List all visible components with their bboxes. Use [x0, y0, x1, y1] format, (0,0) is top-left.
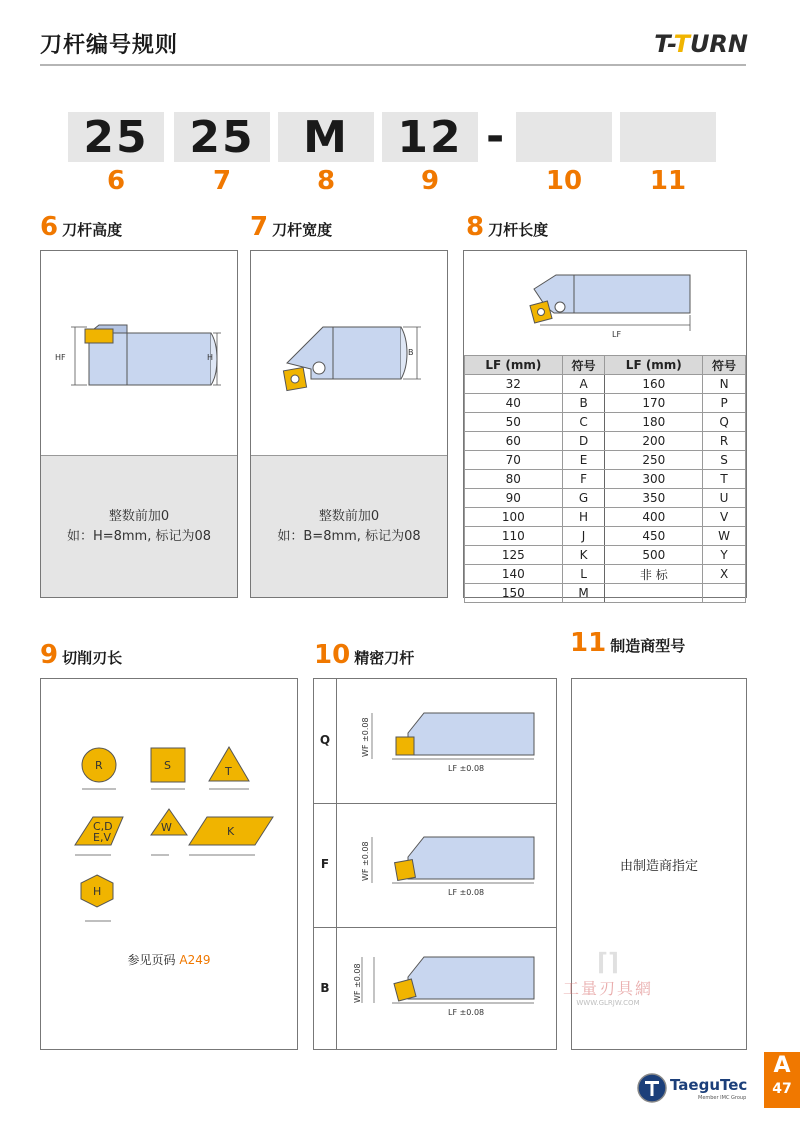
table-cell: G: [562, 489, 605, 508]
code-box-8: M: [278, 112, 374, 162]
company-logo: [636, 1072, 756, 1108]
table-row: [465, 527, 746, 546]
table-cell: T: [703, 470, 746, 489]
section-11-number: 11: [570, 628, 607, 658]
precision-q-diagram: [361, 713, 534, 773]
dim-label-b: B: [408, 348, 414, 357]
header-divider: [40, 64, 746, 66]
table-cell: 80: [465, 470, 563, 489]
brand-logo: [654, 30, 748, 58]
watermark-logo-icon: ⌈⌉: [597, 948, 619, 976]
section-6-note-line1: 整数前加0: [108, 508, 170, 524]
section-11-heading: [570, 628, 685, 658]
section-6-note: [41, 455, 237, 597]
brand-prefix: T-: [654, 30, 674, 58]
table-cell: 200: [605, 432, 703, 451]
manufacturer-note: 由制造商指定: [619, 859, 698, 874]
wf-tolerance-label: WF ±0.08: [353, 963, 362, 1003]
position-number-11: 11: [649, 166, 687, 196]
table-cell: S: [703, 451, 746, 470]
section-8-heading: [466, 212, 548, 242]
lf-tolerance-label: LF ±0.08: [448, 888, 485, 897]
table-cell: U: [703, 489, 746, 508]
table-row: [465, 546, 746, 565]
precision-holder-diagrams: [338, 679, 556, 1049]
code-box-7: 25: [174, 112, 270, 162]
table-cell: 400: [605, 508, 703, 527]
table-cell: [605, 584, 703, 603]
section-6-note-line2: 如：H=8mm, 标记为08: [66, 528, 212, 544]
table-cell: 160: [605, 375, 703, 394]
section-7-note: [251, 455, 447, 597]
table-row: [465, 508, 746, 527]
table-cell: 60: [465, 432, 563, 451]
table-cell: N: [703, 375, 746, 394]
section-10-number: 10: [314, 640, 351, 670]
table-cell: E: [562, 451, 605, 470]
table-cell: H: [562, 508, 605, 527]
table-cell: A: [562, 375, 605, 394]
position-number-6: 6: [106, 166, 126, 196]
table-row: [465, 584, 746, 603]
column-header: LF (mm): [465, 356, 563, 375]
section-7-note-line2: 如：B=8mm, 标记为08: [277, 528, 421, 544]
table-cell: 40: [465, 394, 563, 413]
code-dash: -: [486, 111, 505, 162]
precision-b-diagram: [353, 957, 534, 1017]
brand-suffix: URN: [689, 30, 748, 58]
table-cell: 50: [465, 413, 563, 432]
section-8-number: 8: [466, 212, 485, 242]
code-box-6: 25: [68, 112, 164, 162]
taegutec-logo-icon: [636, 1072, 668, 1104]
section-tab-letter: A: [773, 1053, 791, 1078]
section-8-panel: [463, 250, 747, 598]
table-row: [465, 375, 746, 394]
section-7-title: 刀杆宽度: [272, 221, 333, 239]
dim-label-hf: HF: [55, 353, 66, 362]
precision-code-b: B: [320, 981, 330, 995]
wf-tolerance-label: WF ±0.08: [361, 717, 370, 757]
section-11-title: 制造商型号: [610, 637, 686, 655]
table-cell: V: [703, 508, 746, 527]
section-7-number: 7: [250, 212, 269, 242]
table-row: [465, 394, 746, 413]
table-row: [465, 451, 746, 470]
table-cell: J: [562, 527, 605, 546]
table-cell: R: [703, 432, 746, 451]
precision-code-q: Q: [319, 733, 331, 747]
section-10-panel: [313, 678, 557, 1050]
dim-label-lf: LF: [612, 330, 622, 339]
lf-tolerance-label: LF ±0.08: [448, 1008, 485, 1017]
table-cell: 非 标: [605, 565, 703, 584]
page-title: 刀杆编号规则: [40, 33, 179, 58]
table-cell: 100: [465, 508, 563, 527]
table-cell: 70: [465, 451, 563, 470]
table-cell: 110: [465, 527, 563, 546]
reference-page-link[interactable]: A249: [179, 953, 211, 967]
position-number-8: 8: [316, 166, 336, 196]
table-cell: Q: [703, 413, 746, 432]
position-number-7: 7: [212, 166, 232, 196]
table-cell: P: [703, 394, 746, 413]
code-box-11: [620, 112, 716, 162]
table-row: [465, 489, 746, 508]
section-9-heading: [40, 640, 122, 670]
company-subtitle: Member IMC Group: [698, 1095, 747, 1101]
lf-tolerance-label: LF ±0.08: [448, 764, 485, 773]
position-number-9: 9: [420, 166, 440, 196]
table-cell: C: [562, 413, 605, 432]
watermark-text: 工量刃具網: [562, 979, 653, 998]
column-header: 符号: [562, 356, 605, 375]
table-row: [465, 432, 746, 451]
shape-label-w: W: [161, 821, 172, 834]
table-cell: 125: [465, 546, 563, 565]
table-cell: K: [562, 546, 605, 565]
company-name: TaeguTec: [670, 1076, 748, 1094]
watermark: [538, 948, 678, 1007]
section-6-heading: [40, 212, 122, 242]
section-9-reference: [41, 951, 297, 968]
table-cell: F: [562, 470, 605, 489]
table-cell: L: [562, 565, 605, 584]
section-9-number: 9: [40, 640, 59, 670]
section-6-panel: [40, 250, 238, 598]
table-row: [465, 413, 746, 432]
section-7-panel: [250, 250, 448, 598]
shape-label-k: K: [227, 825, 235, 838]
table-cell: W: [703, 527, 746, 546]
shape-label-r: R: [95, 759, 103, 772]
shape-label-s: S: [164, 759, 171, 772]
table-row: [465, 565, 746, 584]
section-7-note-line1: 整数前加0: [318, 508, 380, 524]
section-6-number: 6: [40, 212, 59, 242]
lf-symbol-table: [464, 355, 746, 603]
section-10-heading: [314, 640, 414, 670]
precision-f-diagram: [361, 837, 534, 897]
lf-table-body: [465, 375, 746, 603]
section-9-panel: [40, 678, 298, 1050]
holder-width-diagram: [251, 251, 447, 451]
section-tab: [764, 1052, 800, 1108]
section-6-title: 刀杆高度: [62, 221, 123, 239]
position-number-10: 10: [545, 166, 583, 196]
shape-label-h: H: [93, 885, 102, 898]
table-row: [465, 470, 746, 489]
shape-label-t: T: [225, 765, 232, 778]
table-cell: 180: [605, 413, 703, 432]
section-10-title: 精密刀杆: [354, 649, 415, 667]
dim-label-h: H: [207, 353, 214, 362]
table-cell: 32: [465, 375, 563, 394]
section-8-title: 刀杆长度: [488, 221, 549, 239]
shape-label-cd: C,D: [93, 820, 113, 833]
holder-length-diagram: [464, 251, 746, 353]
wf-tolerance-label: WF ±0.08: [361, 841, 370, 881]
table-cell: Y: [703, 546, 746, 565]
section-7-heading: [250, 212, 332, 242]
table-cell: D: [562, 432, 605, 451]
precision-code-f: F: [320, 857, 330, 871]
table-cell: 500: [605, 546, 703, 565]
table-cell: 250: [605, 451, 703, 470]
brand-accent: T: [673, 30, 690, 58]
table-cell: 450: [605, 527, 703, 546]
code-box-10: [516, 112, 612, 162]
reference-text: 参见页码: [127, 953, 176, 967]
table-cell: B: [562, 394, 605, 413]
section-10-divider: [336, 679, 337, 1049]
table-cell: 140: [465, 565, 563, 584]
column-header: 符号: [703, 356, 746, 375]
table-cell: 170: [605, 394, 703, 413]
table-cell: 300: [605, 470, 703, 489]
insert-shapes-diagram: [41, 679, 297, 939]
table-cell: X: [703, 565, 746, 584]
table-cell: 350: [605, 489, 703, 508]
table-cell: M: [562, 584, 605, 603]
section-9-title: 切削刃长: [62, 649, 123, 667]
table-header-row: [465, 356, 746, 375]
column-header: LF (mm): [605, 356, 703, 375]
shape-label-ev: E,V: [93, 831, 111, 844]
holder-height-diagram: [41, 251, 237, 451]
code-box-9: 12: [382, 112, 478, 162]
table-cell: 150: [465, 584, 563, 603]
table-cell: [703, 584, 746, 603]
table-cell: 90: [465, 489, 563, 508]
watermark-url: WWW.GLRJW.COM: [576, 999, 640, 1007]
page-number: 47: [772, 1081, 792, 1097]
